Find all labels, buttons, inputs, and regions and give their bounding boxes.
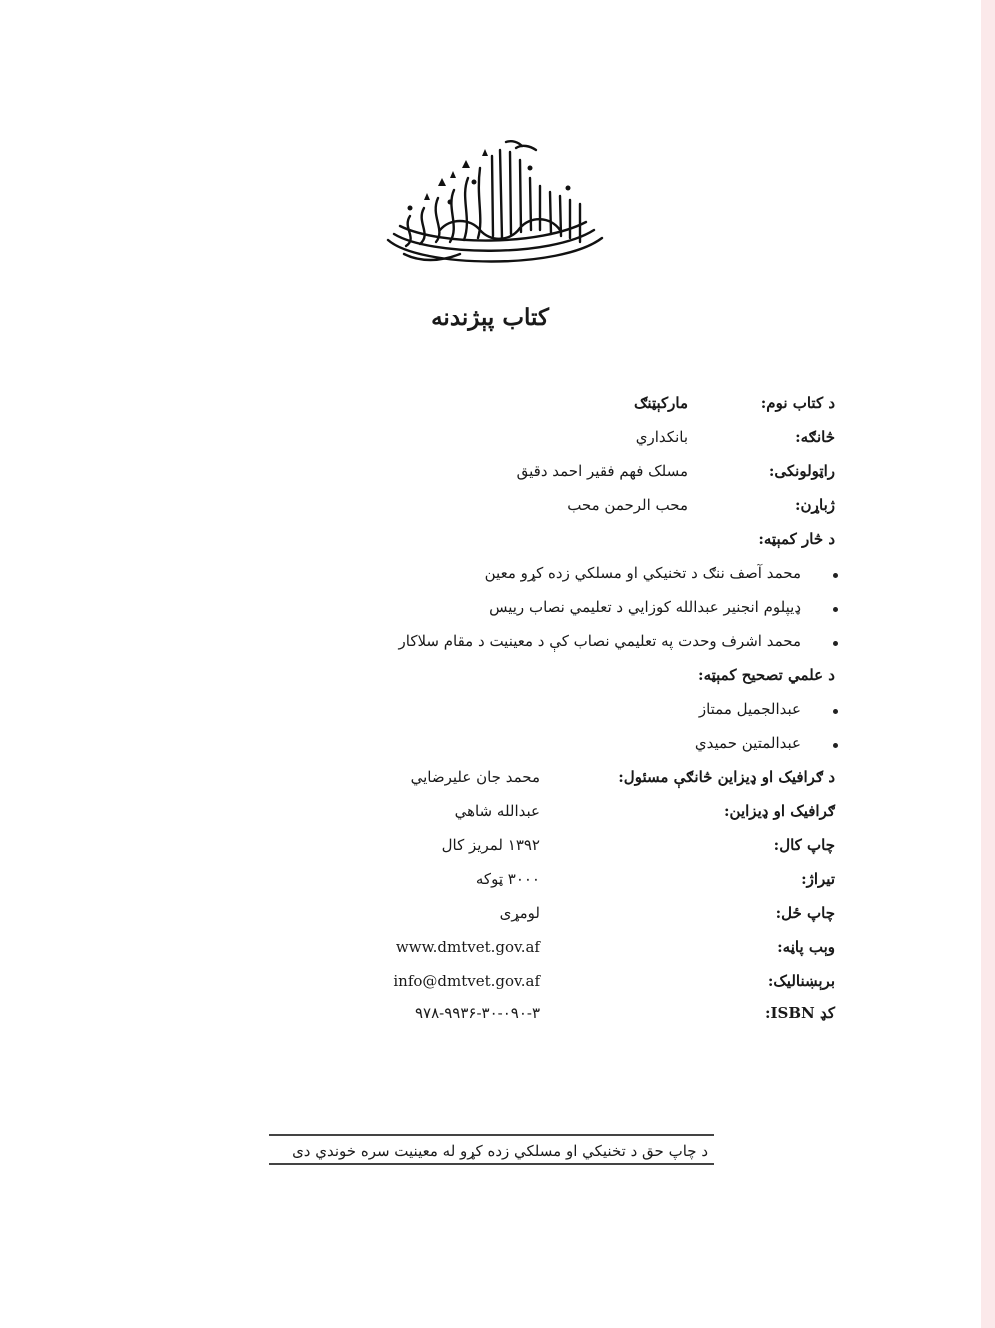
book-name-value: مارکېټنګ: [634, 394, 688, 412]
compiler-value: مسلک فهم فقير احمد دقيق: [516, 462, 688, 480]
copyright-notice: د چاپ حق د تخنيکي او مسلکي زده کړو له معينيت سره خوندي دی: [269, 1134, 714, 1165]
book-name-label: د کتاب نوم:: [760, 394, 835, 412]
review-member: عبدالجميل ممتاز: [698, 700, 801, 718]
compiler-label: راټولونکی:: [768, 462, 835, 480]
department-value: بانکداري: [635, 428, 688, 446]
edition-value: لومړی: [499, 904, 540, 922]
department-label: څانګه:: [795, 428, 835, 446]
page-edge: [981, 0, 995, 1328]
bismillah-calligraphy: [380, 138, 610, 273]
translator-label: ژباړن:: [794, 496, 835, 514]
edition-label: چاپ ځل:: [775, 904, 835, 922]
supervision-member: ډيپلوم انجنير عبدالله کوزايي د تعليمي نصاب رييس: [489, 598, 801, 616]
translator-value: محب الرحمن محب: [567, 496, 688, 514]
isbn-value: ۹۷۸-۹۹۳۶-۳۰-۰۹۰-۳: [414, 1004, 540, 1022]
website-label: وېب پاڼه:: [777, 938, 835, 956]
graphic-design-value: عبدالله شاهي: [454, 802, 540, 820]
supervision-member: محمد اشرف وحدت په تعليمي نصاب کې د معينيت د مقام سلاکار: [398, 632, 801, 650]
graphic-head-value: محمد جان عليرضايي: [410, 768, 540, 786]
print-run-label: تيراژ:: [801, 870, 835, 888]
email-label: برېښناليک:: [767, 972, 835, 990]
website-value[interactable]: www.dmtvet.gov.af: [395, 938, 540, 956]
print-year-label: چاپ کال:: [773, 836, 835, 854]
email-value[interactable]: info@dmtvet.gov.af: [393, 972, 540, 990]
print-run-value: ۳۰۰۰ ټوکه: [475, 870, 540, 888]
page-title: کتاب پېژندنه: [431, 304, 549, 331]
review-committee-label: د علمي تصحيح کمېټه:: [698, 666, 835, 684]
graphic-design-label: ګرافيک او ډيزاين:: [724, 802, 835, 820]
graphic-head-label: د ګرافيک او ډيزاين څانګې مسئول:: [618, 768, 835, 786]
supervision-committee-label: د څار کمېټه:: [758, 530, 835, 548]
print-year-value: ۱۳۹۲ لمريز کال: [441, 836, 540, 854]
isbn-label: کډ ISBN:: [764, 1004, 835, 1022]
supervision-member: محمد آصف ننګ د تخنيکي او مسلکي زده کړو معين: [484, 564, 801, 582]
review-member: عبدالمتين حميدي: [694, 734, 801, 752]
